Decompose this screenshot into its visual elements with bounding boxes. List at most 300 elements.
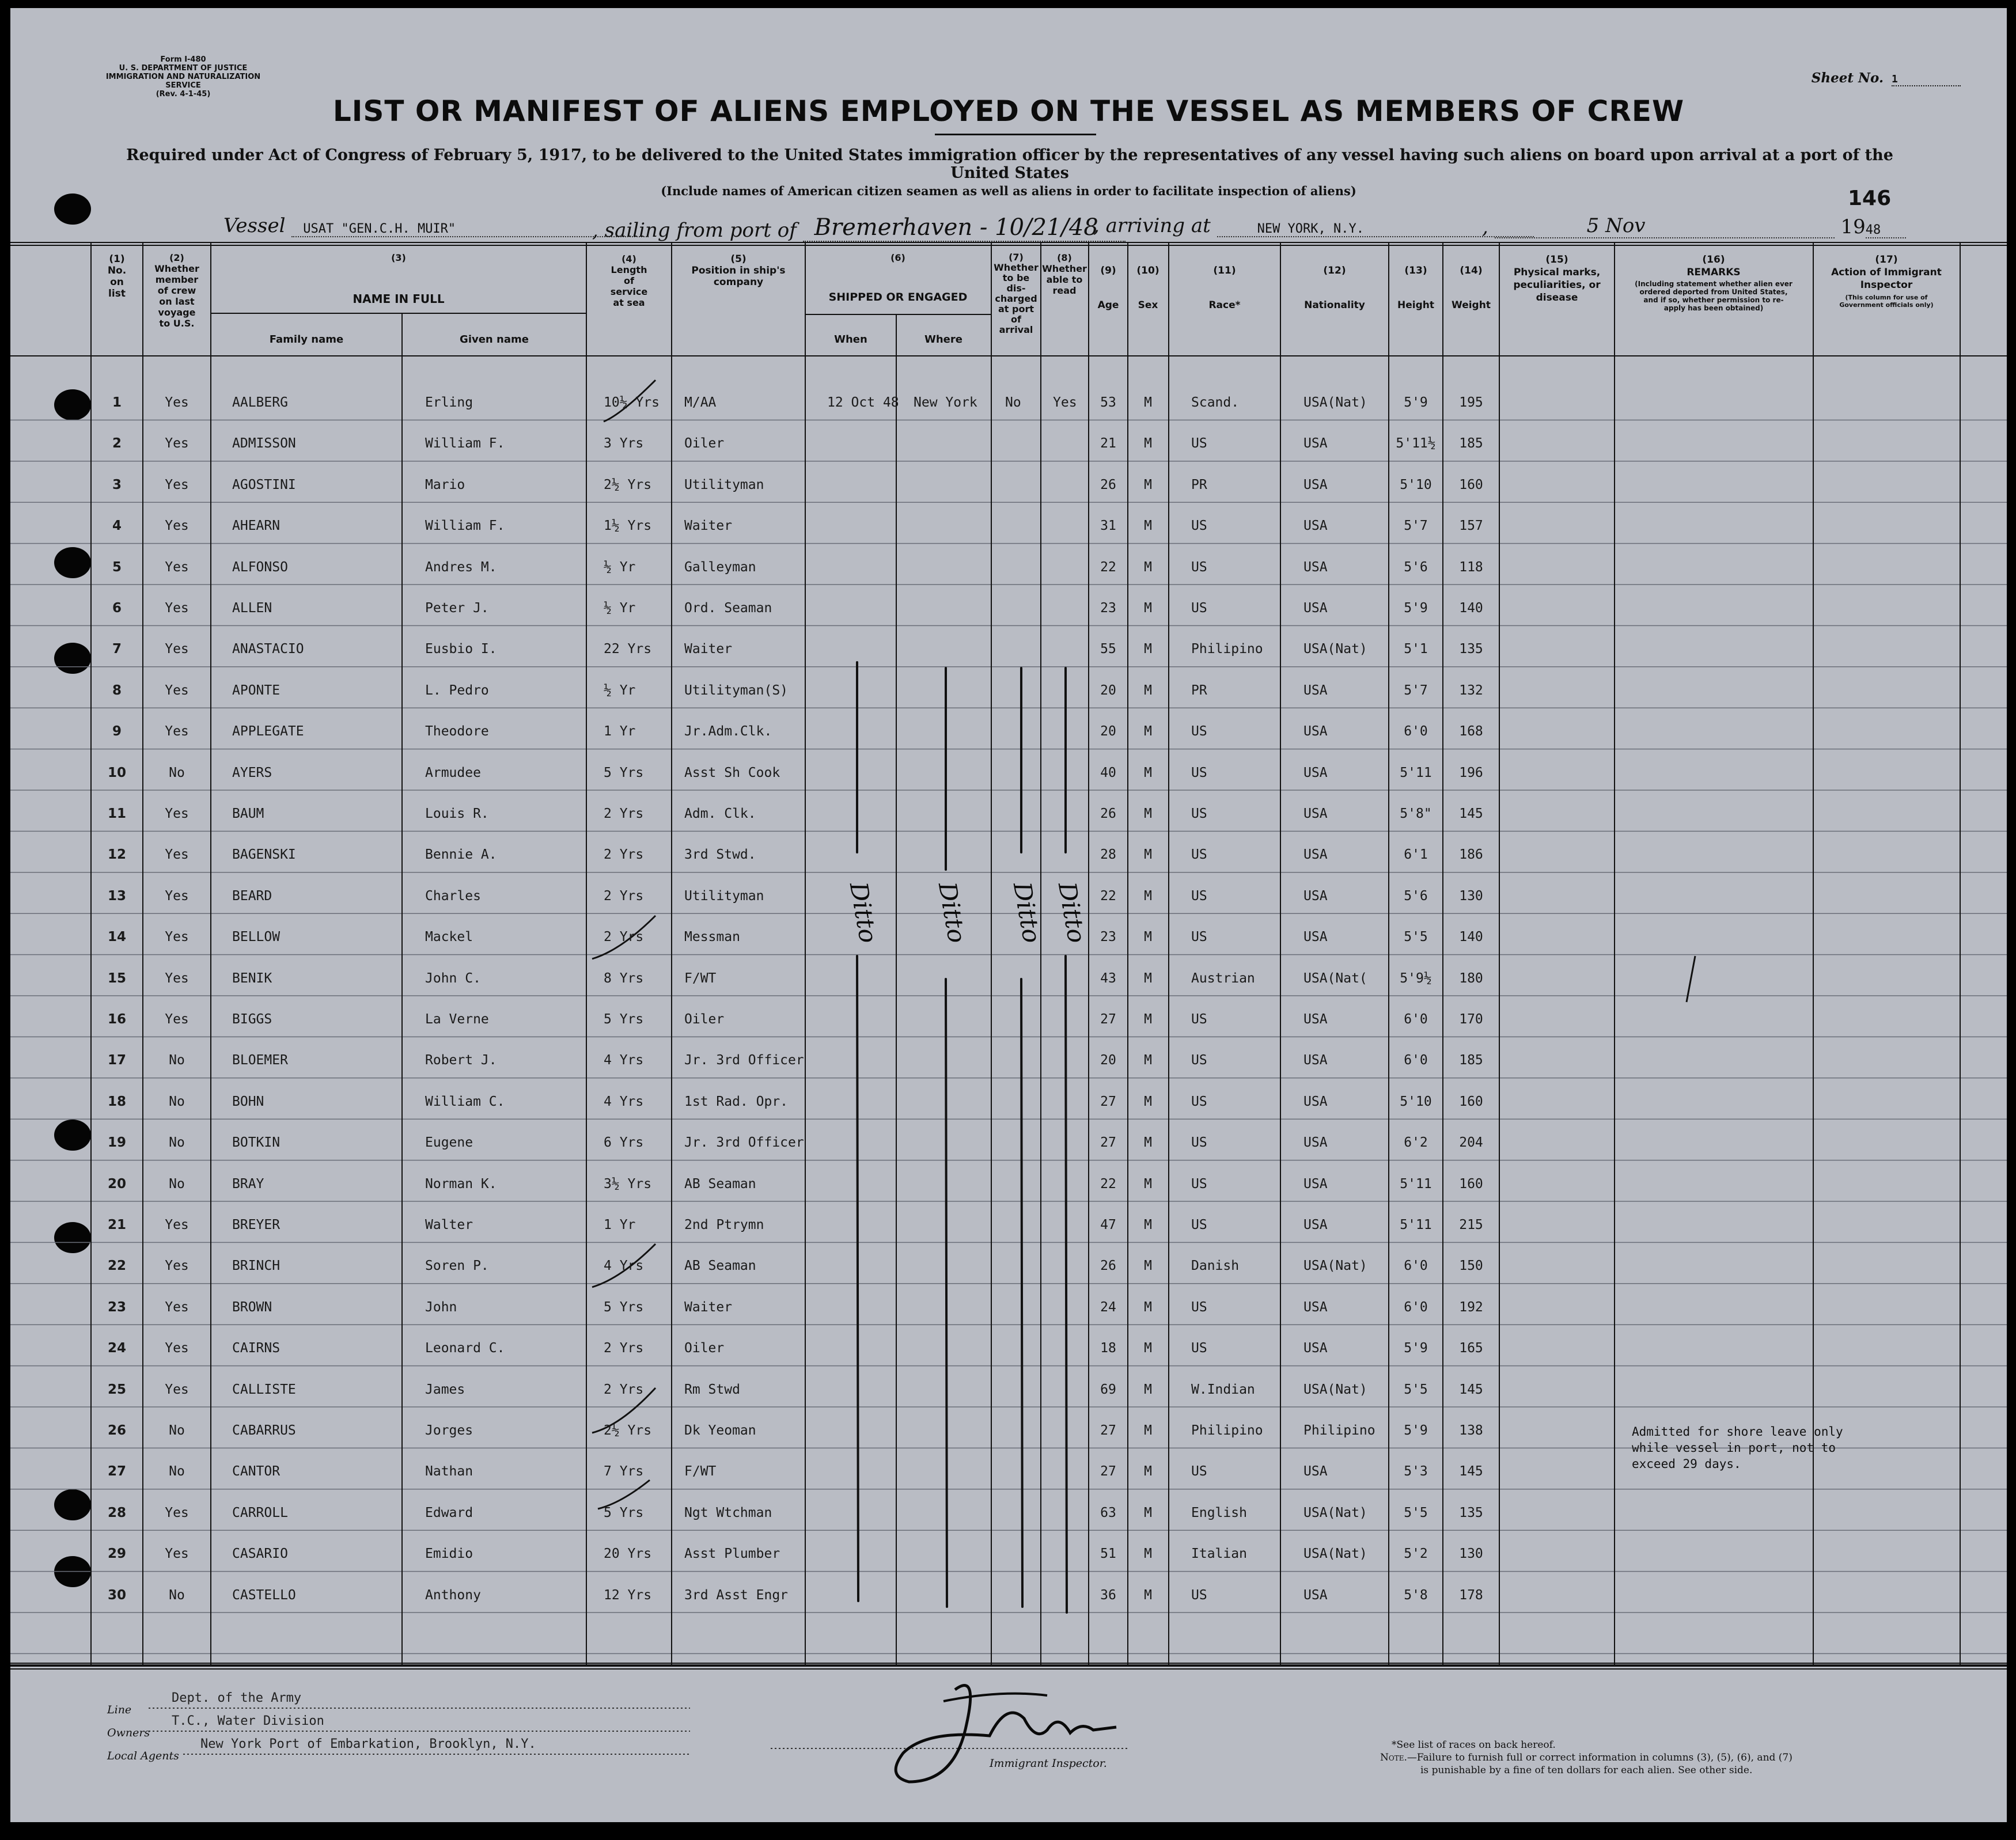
row-age: 20 bbox=[1100, 724, 1116, 739]
row-age: 27 bbox=[1100, 1423, 1116, 1438]
row-sex: M bbox=[1144, 1382, 1152, 1397]
row-family-name: BAGENSKI bbox=[232, 847, 296, 863]
row-voyage: Yes bbox=[165, 1505, 189, 1520]
row-sex: M bbox=[1144, 1053, 1152, 1068]
row-number: 4 bbox=[112, 518, 122, 534]
row-sex: M bbox=[1144, 724, 1152, 739]
row-number: 30 bbox=[107, 1587, 126, 1603]
ditto-mark: Ditto bbox=[844, 879, 883, 946]
row-service: 2½ Yrs bbox=[604, 1423, 652, 1438]
row-weight: 157 bbox=[1459, 518, 1483, 534]
row-height: 5'7 bbox=[1404, 682, 1428, 698]
row-number: 13 bbox=[107, 888, 126, 904]
row-position: Galleyman bbox=[684, 559, 756, 575]
row-sex: M bbox=[1144, 518, 1152, 534]
row-position: Asst Plumber bbox=[684, 1546, 780, 1562]
row-race: US bbox=[1191, 765, 1207, 780]
row-position: F/WT bbox=[684, 1464, 717, 1479]
form-revision: (Rev. 4-1-45) bbox=[156, 90, 211, 98]
row-weight: 132 bbox=[1459, 682, 1483, 698]
col-name-number: (3) bbox=[391, 252, 406, 263]
row-given-name: Louis R. bbox=[425, 806, 489, 821]
row-voyage: Yes bbox=[165, 436, 189, 452]
row-race: US bbox=[1191, 847, 1207, 863]
row-number: 14 bbox=[107, 930, 126, 945]
row-age: 26 bbox=[1100, 477, 1116, 492]
footer-owners-value: T.C., Water Division bbox=[172, 1714, 324, 1728]
row-service: 3 Yrs bbox=[604, 436, 644, 452]
row-sex: M bbox=[1144, 559, 1152, 575]
col-race-header: (11) Race* bbox=[1208, 265, 1241, 311]
row-shipped-where: New York bbox=[914, 395, 977, 410]
subtitle: Required under Act of Congress of February 5, 1917, to be delivered to the United States immigration officer by the representatives of any vessel having such aliens on board upon arrival at a port of the United States bbox=[126, 146, 1893, 182]
row-height: 5'11 bbox=[1400, 765, 1432, 780]
col-age-header: (9) Age bbox=[1097, 265, 1119, 311]
row-age: 27 bbox=[1100, 1135, 1116, 1151]
row-voyage: No bbox=[169, 1094, 185, 1109]
row-position: AB Seaman bbox=[684, 1176, 756, 1192]
row-height: 5'5 bbox=[1404, 930, 1428, 945]
row-number: 16 bbox=[107, 1012, 126, 1027]
col-shipped-number: (6) bbox=[890, 252, 905, 263]
row-family-name: BOTKIN bbox=[232, 1135, 281, 1151]
row-race: Italian bbox=[1191, 1546, 1247, 1562]
row-weight: 168 bbox=[1459, 724, 1483, 739]
row-age: 27 bbox=[1100, 1012, 1116, 1027]
row-height: 5'9 bbox=[1404, 1341, 1428, 1356]
vessel-label: Vessel bbox=[223, 214, 286, 237]
row-race: Austrian bbox=[1191, 970, 1255, 986]
row-race: US bbox=[1191, 1012, 1207, 1027]
row-voyage: Yes bbox=[165, 477, 189, 492]
vessel-name: USAT "GEN.C.H. MUIR" bbox=[291, 222, 649, 237]
row-voyage: No bbox=[169, 765, 185, 780]
row-sex: M bbox=[1144, 930, 1152, 945]
col-remarks-note: (Including statement whether alien ever ordered deported from United States, and if so, whether permission to re- apply has been obtained) bbox=[1635, 280, 1793, 312]
arrival-date: 5 Nov bbox=[1495, 214, 1835, 238]
row-given-name: William F. bbox=[425, 436, 505, 452]
ditto-mark: Ditto bbox=[1007, 879, 1047, 946]
row-family-name: AGOSTINI bbox=[232, 477, 296, 492]
row-voyage: Yes bbox=[165, 395, 189, 410]
row-family-name: AYERS bbox=[232, 765, 272, 780]
row-number: 1 bbox=[112, 395, 122, 410]
row-family-name: ADMISSON bbox=[232, 436, 296, 452]
row-voyage: Yes bbox=[165, 806, 189, 821]
row-number: 17 bbox=[107, 1053, 126, 1068]
row-nationality: USA bbox=[1303, 682, 1328, 698]
row-position: 1st Rad. Opr. bbox=[684, 1094, 789, 1109]
row-number: 8 bbox=[112, 682, 122, 698]
col-family-header: Family name bbox=[269, 333, 344, 346]
row-height: 6'0 bbox=[1404, 1053, 1428, 1068]
row-family-name: CASARIO bbox=[232, 1546, 288, 1562]
row-sex: M bbox=[1144, 847, 1152, 863]
row-nationality: USA bbox=[1303, 1176, 1328, 1192]
row-given-name: Erling bbox=[425, 395, 473, 410]
row-race: Danish bbox=[1191, 1258, 1240, 1274]
col-action-header: (17) Action of Immigrant Inspector bbox=[1831, 254, 1942, 291]
row-height: 6'1 bbox=[1404, 847, 1428, 863]
row-height: 5'8" bbox=[1400, 806, 1432, 821]
row-sex: M bbox=[1144, 1587, 1152, 1603]
col-where-header: Where bbox=[924, 333, 962, 346]
inspector-signature bbox=[874, 1667, 1128, 1799]
row-position: Ngt Wtchman bbox=[684, 1505, 772, 1520]
row-number: 24 bbox=[107, 1341, 126, 1356]
row-weight: 165 bbox=[1459, 1341, 1483, 1356]
row-given-name: Edward bbox=[425, 1505, 473, 1520]
row-height: 5'8 bbox=[1404, 1587, 1428, 1603]
row-given-name: Emidio bbox=[425, 1546, 473, 1562]
row-service: 7 Yrs bbox=[604, 1464, 644, 1479]
row-sex: M bbox=[1144, 806, 1152, 821]
row-weight: 140 bbox=[1459, 601, 1483, 616]
row-age: 21 bbox=[1100, 436, 1116, 452]
row-voyage: Yes bbox=[165, 559, 189, 575]
row-race: US bbox=[1191, 559, 1207, 575]
row-voyage: Yes bbox=[165, 642, 189, 657]
note-label: Note. bbox=[1380, 1752, 1407, 1763]
row-race: US bbox=[1191, 518, 1207, 534]
row-number: 12 bbox=[107, 847, 126, 863]
row-number: 2 bbox=[112, 436, 122, 452]
row-height: 5'11½ bbox=[1396, 436, 1436, 452]
row-height: 5'10 bbox=[1400, 477, 1432, 492]
row-given-name: Eusbio I. bbox=[425, 642, 497, 657]
row-family-name: CASTELLO bbox=[232, 1587, 296, 1603]
row-nationality: USA bbox=[1303, 1012, 1328, 1027]
row-service: 4 Yrs bbox=[604, 1258, 644, 1274]
row-number: 28 bbox=[107, 1505, 126, 1520]
row-voyage: Yes bbox=[165, 518, 189, 534]
col-given-header: Given name bbox=[460, 333, 529, 346]
row-nationality: USA(Nat) bbox=[1303, 395, 1367, 410]
footer-agents-label: Local Agents bbox=[107, 1750, 179, 1762]
row-weight: 145 bbox=[1459, 806, 1483, 821]
races-note: *See list of races on back hereof. bbox=[1392, 1739, 1556, 1751]
row-height: 5'1 bbox=[1404, 642, 1428, 657]
row-position: Messman bbox=[684, 930, 740, 945]
row-race: W.Indian bbox=[1191, 1382, 1255, 1397]
row-position: 3rd Asst Engr bbox=[684, 1587, 789, 1603]
row-weight: 196 bbox=[1459, 765, 1483, 780]
row-number: 3 bbox=[112, 477, 122, 492]
row-given-name: La Verne bbox=[425, 1012, 489, 1027]
row-family-name: CAIRNS bbox=[232, 1341, 281, 1356]
row-voyage: No bbox=[169, 1053, 185, 1068]
arrival-date-line: , 5 Nov 1948 bbox=[1482, 214, 1906, 238]
row-26-remark: Admitted for shore leave only while vessel in port, not to exceed 29 days. bbox=[1632, 1425, 1843, 1471]
subtitle-note: (Include names of American citizen seamen as well as aliens in order to facilitate inspection of aliens) bbox=[661, 184, 1356, 198]
row-nationality: USA bbox=[1303, 1053, 1328, 1068]
row-nationality: USA(Nat) bbox=[1303, 1505, 1367, 1520]
row-discharged: No bbox=[1005, 395, 1021, 410]
row-voyage: Yes bbox=[165, 888, 189, 904]
col-discharged-header: (7) Whether to be dis- charged at port of arrival bbox=[994, 252, 1039, 335]
row-race: US bbox=[1191, 1299, 1207, 1315]
row-height: 5'11 bbox=[1400, 1176, 1432, 1192]
row-voyage: Yes bbox=[165, 682, 189, 698]
row-number: 20 bbox=[107, 1176, 126, 1192]
row-height: 5'9 bbox=[1404, 395, 1428, 410]
sheet-number-label: Sheet No. bbox=[1811, 70, 1884, 86]
row-age: 22 bbox=[1100, 888, 1116, 904]
row-family-name: BOHN bbox=[232, 1094, 264, 1109]
row-service: 2½ Yrs bbox=[604, 477, 652, 492]
row-sex: M bbox=[1144, 477, 1152, 492]
row-race: US bbox=[1191, 436, 1207, 452]
row-number: 29 bbox=[107, 1546, 126, 1562]
row-age: 27 bbox=[1100, 1094, 1116, 1109]
col-service-header: (4) Length of service at sea bbox=[610, 253, 648, 308]
row-sex: M bbox=[1144, 1135, 1152, 1151]
row-nationality: USA(Nat( bbox=[1303, 970, 1367, 986]
row-given-name: Leonard C. bbox=[425, 1341, 505, 1356]
row-height: 5'6 bbox=[1404, 888, 1428, 904]
row-height: 6'2 bbox=[1404, 1135, 1428, 1151]
row-position: F/WT bbox=[684, 970, 717, 986]
row-position: Adm. Clk. bbox=[684, 806, 756, 821]
row-voyage: Yes bbox=[165, 847, 189, 863]
row-age: 55 bbox=[1100, 642, 1116, 657]
row-nationality: USA bbox=[1303, 765, 1328, 780]
row-position: Waiter bbox=[684, 518, 733, 534]
row-family-name: BRAY bbox=[232, 1176, 264, 1192]
row-race: US bbox=[1191, 1587, 1207, 1603]
row-service: 2 Yrs bbox=[604, 1382, 644, 1397]
row-age: 31 bbox=[1100, 518, 1116, 534]
row-height: 5'3 bbox=[1404, 1464, 1428, 1479]
row-given-name: Bennie A. bbox=[425, 847, 497, 863]
row-voyage: Yes bbox=[165, 1217, 189, 1232]
row-family-name: BENIK bbox=[232, 970, 272, 986]
row-family-name: CARROLL bbox=[232, 1505, 288, 1520]
row-number: 11 bbox=[107, 806, 126, 821]
row-given-name: John C. bbox=[425, 970, 481, 986]
row-position: Waiter bbox=[684, 1299, 733, 1315]
row-given-name: Robert J. bbox=[425, 1053, 497, 1068]
row-nationality: Philipino bbox=[1303, 1423, 1375, 1438]
row-age: 28 bbox=[1100, 847, 1116, 863]
col-position-header: (5) Position in ship's company bbox=[691, 253, 786, 288]
row-service: 4 Yrs bbox=[604, 1053, 644, 1068]
row-race: Philipino bbox=[1191, 1423, 1263, 1438]
row-given-name: Mario bbox=[425, 477, 465, 492]
row-nationality: USA bbox=[1303, 1299, 1328, 1315]
row-height: 5'9 bbox=[1404, 601, 1428, 616]
row-race: US bbox=[1191, 1053, 1207, 1068]
row-age: 24 bbox=[1100, 1299, 1116, 1315]
row-family-name: ALLEN bbox=[232, 601, 272, 616]
row-voyage: Yes bbox=[165, 601, 189, 616]
row-height: 5'11 bbox=[1400, 1217, 1432, 1232]
row-weight: 138 bbox=[1459, 1423, 1483, 1438]
row-sex: M bbox=[1144, 1299, 1152, 1315]
sheet-number-value: 1 bbox=[1892, 73, 1961, 86]
col-read-header: (8) Whether able to read bbox=[1042, 252, 1087, 296]
row-weight: 118 bbox=[1459, 559, 1483, 575]
form-dept: U. S. DEPARTMENT OF JUSTICE bbox=[119, 64, 248, 73]
row-race: US bbox=[1191, 806, 1207, 821]
row-age: 43 bbox=[1100, 970, 1116, 986]
row-service: 22 Yrs bbox=[604, 642, 652, 657]
row-weight: 135 bbox=[1459, 642, 1483, 657]
row-given-name: James bbox=[425, 1382, 465, 1397]
row-weight: 130 bbox=[1459, 888, 1483, 904]
row-voyage: Yes bbox=[165, 1382, 189, 1397]
row-weight: 160 bbox=[1459, 1094, 1483, 1109]
row-position: Jr. 3rd Officer bbox=[684, 1053, 804, 1068]
row-number: 25 bbox=[107, 1382, 126, 1397]
row-nationality: USA bbox=[1303, 1094, 1328, 1109]
row-nationality: USA bbox=[1303, 1341, 1328, 1356]
row-position: Oiler bbox=[684, 436, 725, 452]
row-weight: 186 bbox=[1459, 847, 1483, 863]
row-nationality: USA bbox=[1303, 806, 1328, 821]
row-given-name: John bbox=[425, 1299, 457, 1315]
row-sex: M bbox=[1144, 682, 1152, 698]
row-nationality: USA bbox=[1303, 477, 1328, 492]
row-family-name: BIGGS bbox=[232, 1012, 272, 1027]
ditto-mark: Ditto bbox=[1052, 879, 1092, 946]
row-number: 6 bbox=[112, 601, 122, 616]
year-prefix: 19 bbox=[1840, 215, 1866, 238]
row-height: 5'9 bbox=[1404, 1423, 1428, 1438]
row-nationality: USA bbox=[1303, 601, 1328, 616]
inspector-label: Immigrant Inspector. bbox=[990, 1757, 1107, 1770]
row-number: 10 bbox=[107, 765, 126, 780]
row-nationality: USA bbox=[1303, 847, 1328, 863]
row-weight: 215 bbox=[1459, 1217, 1483, 1232]
row-height: 5'6 bbox=[1404, 559, 1428, 575]
col-remarks-header: (16) REMARKS bbox=[1687, 254, 1741, 278]
row-service: 5 Yrs bbox=[604, 1505, 644, 1520]
row-age: 23 bbox=[1100, 601, 1116, 616]
row-race: US bbox=[1191, 930, 1207, 945]
row-service: 12 Yrs bbox=[604, 1587, 652, 1603]
row-weight: 145 bbox=[1459, 1464, 1483, 1479]
row-service: 6 Yrs bbox=[604, 1135, 644, 1151]
row-sex: M bbox=[1144, 1423, 1152, 1438]
ditto-mark: Ditto bbox=[933, 879, 972, 946]
row-position: Asst Sh Cook bbox=[684, 765, 780, 780]
row-height: 5'10 bbox=[1400, 1094, 1432, 1109]
row-position: Ord. Seaman bbox=[684, 601, 772, 616]
row-race: US bbox=[1191, 1135, 1207, 1151]
row-number: 15 bbox=[107, 970, 126, 986]
row-race: US bbox=[1191, 1176, 1207, 1192]
row-given-name: Jorges bbox=[425, 1423, 473, 1438]
note-text: —Failure to furnish full or correct information in columns (3), (5), (6), and (7) bbox=[1407, 1752, 1793, 1763]
row-family-name: CALLISTE bbox=[232, 1382, 296, 1397]
row-given-name: Mackel bbox=[425, 930, 473, 945]
row-age: 63 bbox=[1100, 1505, 1116, 1520]
row-sex: M bbox=[1144, 1505, 1152, 1520]
row-nationality: USA bbox=[1303, 518, 1328, 534]
row-voyage: Yes bbox=[165, 1012, 189, 1027]
row-nationality: USA bbox=[1303, 930, 1328, 945]
row-age: 18 bbox=[1100, 1341, 1116, 1356]
row-service: 5 Yrs bbox=[604, 765, 644, 780]
row-number: 5 bbox=[112, 559, 122, 575]
sailing-label: , sailing from port of bbox=[592, 219, 797, 242]
row-family-name: BELLOW bbox=[232, 930, 281, 945]
col-when-header: When bbox=[834, 333, 867, 346]
row-age: 27 bbox=[1100, 1464, 1116, 1479]
row-sex: M bbox=[1144, 436, 1152, 452]
row-nationality: USA bbox=[1303, 559, 1328, 575]
row-position: Dk Yeoman bbox=[684, 1423, 756, 1438]
row-position: AB Seaman bbox=[684, 1258, 756, 1274]
row-sex: M bbox=[1144, 395, 1152, 410]
row-service: ½ Yr bbox=[604, 559, 636, 575]
row-race: US bbox=[1191, 1341, 1207, 1356]
row-weight: 160 bbox=[1459, 477, 1483, 492]
row-height: 5'9½ bbox=[1400, 970, 1432, 986]
row-service: 2 Yrs bbox=[604, 888, 644, 904]
row-family-name: CANTOR bbox=[232, 1464, 281, 1479]
col-nationality-header: (12) Nationality bbox=[1304, 265, 1365, 311]
row-weight: 185 bbox=[1459, 1053, 1483, 1068]
row-given-name: William C. bbox=[425, 1094, 505, 1109]
row-family-name: BLOEMER bbox=[232, 1053, 288, 1068]
row-age: 53 bbox=[1100, 395, 1116, 410]
row-position: Utilityman(S) bbox=[684, 682, 789, 698]
row-family-name: BREYER bbox=[232, 1217, 281, 1232]
row-position: 3rd Stwd. bbox=[684, 847, 756, 863]
row-service: 1 Yr bbox=[604, 724, 636, 739]
row-family-name: BAUM bbox=[232, 806, 264, 821]
row-voyage: Yes bbox=[165, 724, 189, 739]
year-value: 48 bbox=[1866, 223, 1906, 238]
row-height: 5'7 bbox=[1404, 518, 1428, 534]
row-voyage: No bbox=[169, 1176, 185, 1192]
page-title: LIST OR MANIFEST OF ALIENS EMPLOYED ON THE VESSEL AS MEMBERS OF CREW bbox=[332, 94, 1685, 128]
row-weight: 170 bbox=[1459, 1012, 1483, 1027]
row-age: 47 bbox=[1100, 1217, 1116, 1232]
row-given-name: William F. bbox=[425, 518, 505, 534]
row-given-name: Walter bbox=[425, 1217, 473, 1232]
row-service: 2 Yrs bbox=[604, 806, 644, 821]
row-able-to-read: Yes bbox=[1053, 395, 1077, 410]
row-given-name: Norman K. bbox=[425, 1176, 497, 1192]
row-position: Jr. 3rd Officer bbox=[684, 1135, 804, 1151]
row-service: 20 Yrs bbox=[604, 1546, 652, 1562]
row-nationality: USA bbox=[1303, 436, 1328, 452]
row-weight: 195 bbox=[1459, 395, 1483, 410]
row-position: Waiter bbox=[684, 642, 733, 657]
row-given-name: L. Pedro bbox=[425, 682, 489, 698]
row-weight: 180 bbox=[1459, 970, 1483, 986]
row-race: PR bbox=[1191, 477, 1207, 492]
row-weight: 192 bbox=[1459, 1299, 1483, 1315]
row-position: Utilityman bbox=[684, 477, 764, 492]
row-race: US bbox=[1191, 888, 1207, 904]
row-sex: M bbox=[1144, 1217, 1152, 1232]
form-service: IMMIGRATION AND NATURALIZATION SERVICE bbox=[105, 73, 261, 90]
row-position: Oiler bbox=[684, 1341, 725, 1356]
row-race: PR bbox=[1191, 682, 1207, 698]
row-number: 21 bbox=[107, 1217, 126, 1232]
row-position: Rm Stwd bbox=[684, 1382, 740, 1397]
row-weight: 204 bbox=[1459, 1135, 1483, 1151]
row-age: 69 bbox=[1100, 1382, 1116, 1397]
col-height-header: (13) Height bbox=[1397, 265, 1434, 311]
row-given-name: Anthony bbox=[425, 1587, 481, 1603]
row-position: Oiler bbox=[684, 1012, 725, 1027]
row-service: 2 Yrs bbox=[604, 847, 644, 863]
